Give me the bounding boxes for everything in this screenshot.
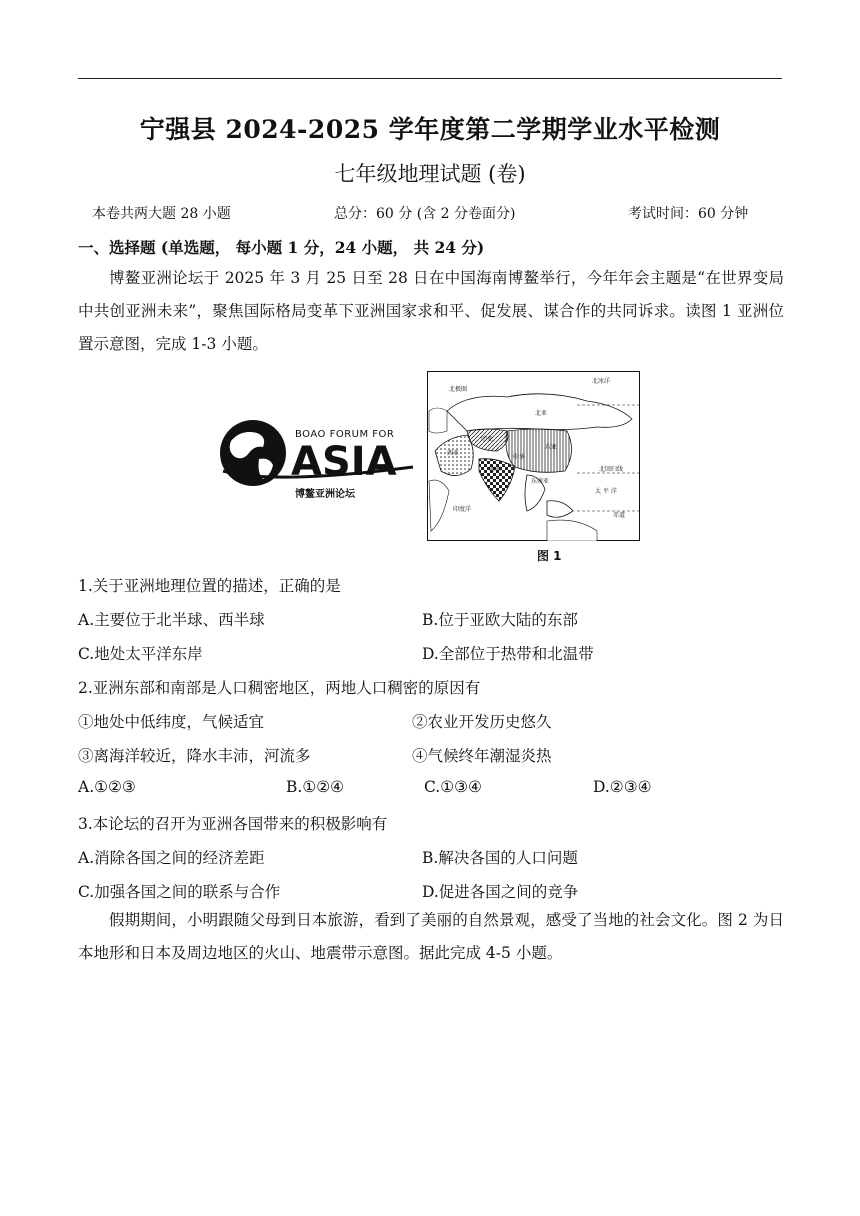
q3-option-a: A.消除各国之间的经济差距	[78, 849, 265, 867]
q1-option-b: B.位于亚欧大陆的东部	[422, 611, 578, 629]
q1-option-d: D.全部位于热带和北温带	[422, 645, 594, 663]
q3-option-c: C.加强各国之间的联系与合作	[78, 883, 281, 901]
page-title: 宁强县 2024-2025 学年度第二学期学业水平检测	[139, 115, 721, 144]
q1-option-a: A.主要位于北半球、西半球	[78, 611, 265, 629]
map-label-north-asia: 北亚	[535, 410, 548, 417]
boao-forum-logo	[213, 413, 418, 503]
q3-option-b: B.解决各国的人口问题	[422, 849, 578, 867]
exam-info-count: 本卷共两大题 28 小题	[92, 206, 231, 222]
q1-option-c: C.地处太平洋东岸	[78, 645, 203, 663]
intro-paragraph: 博鳌亚洲论坛于 2025 年 3 月 25 日至 28 日在中国海南博鳌举行，今年年会主题是“在世界变局中共创亚洲未来”，聚焦国际格局变革下亚洲国家求和平、促发展、谋合作的共同诉求。读图 1 亚洲位置示意图，完成 1-3 小题。	[78, 269, 784, 353]
header-rule	[78, 78, 782, 79]
logo-chinese-text: 博鳌亚洲论坛	[295, 489, 355, 500]
section-heading: 一、选择题 (单选题， 每小题 1 分，24 小题， 共 24 分)	[78, 238, 485, 257]
page-subtitle: 七年级地理试题 (卷)	[334, 162, 526, 186]
q2-option-a: A.①②③	[78, 778, 136, 796]
map-label-southeast-asia: 东南亚	[531, 478, 550, 485]
asia-location-map	[427, 371, 640, 541]
q2-option-c: C.①③④	[424, 778, 482, 796]
q2-statement-1: ①地处中低纬度，气候适宜	[78, 713, 265, 731]
logo-main-text: ASIA	[291, 439, 397, 485]
q2-statement-4: ④气候终年潮湿炎热	[412, 747, 552, 765]
map-label-equator: 赤道	[613, 512, 626, 519]
map-label-indian-ocean: 印度洋	[453, 506, 472, 513]
map-label-central-asia: 中亚	[481, 436, 494, 443]
passage-q4-5: 假期期间，小明跟随父母到日本旅游，看到了美丽的自然景观，感受了当地的社会文化。图 2 为日本地形和日本及周边地区的火山、地震带示意图。据此完成 4-5 小题。	[78, 911, 784, 962]
question-1-stem: 1.关于亚洲地理位置的描述，正确的是	[78, 577, 341, 595]
q2-statement-3: ③离海洋较近，降水丰沛，河流多	[78, 747, 311, 765]
map-label-pacific: 太 平 洋	[595, 488, 617, 495]
figure1-caption: 图 1	[537, 549, 562, 563]
q2-statement-2: ②农业开发历史悠久	[412, 713, 552, 731]
exam-info-time: 考试时间：60 分钟	[628, 206, 749, 222]
map-label-arctic-circle: 北极圈	[449, 386, 468, 393]
question-2-stem: 2.亚洲东部和南部是人口稠密地区，两地人口稠密的原因有	[78, 679, 481, 697]
exam-info-score: 总分：60 分 (含 2 分卷面分)	[334, 206, 516, 222]
logo-top-text: BOAO FORUM FOR	[295, 429, 395, 440]
map-label-arctic: 北冰洋	[592, 378, 611, 385]
map-label-tropic: 北回归线	[599, 466, 624, 473]
map-label-east-asia: 东亚	[545, 444, 558, 451]
q3-option-d: D.促进各国之间的竞争	[422, 883, 579, 901]
q2-option-d: D.②③④	[593, 778, 652, 796]
q2-option-b: B.①②④	[286, 778, 345, 796]
map-label-west-asia: 西亚	[447, 450, 460, 457]
question-3-stem: 3.本论坛的召开为亚洲各国带来的积极影响有	[78, 815, 388, 833]
map-label-south-asia: 南亚	[489, 466, 502, 473]
map-label-china: 中华	[513, 454, 526, 461]
